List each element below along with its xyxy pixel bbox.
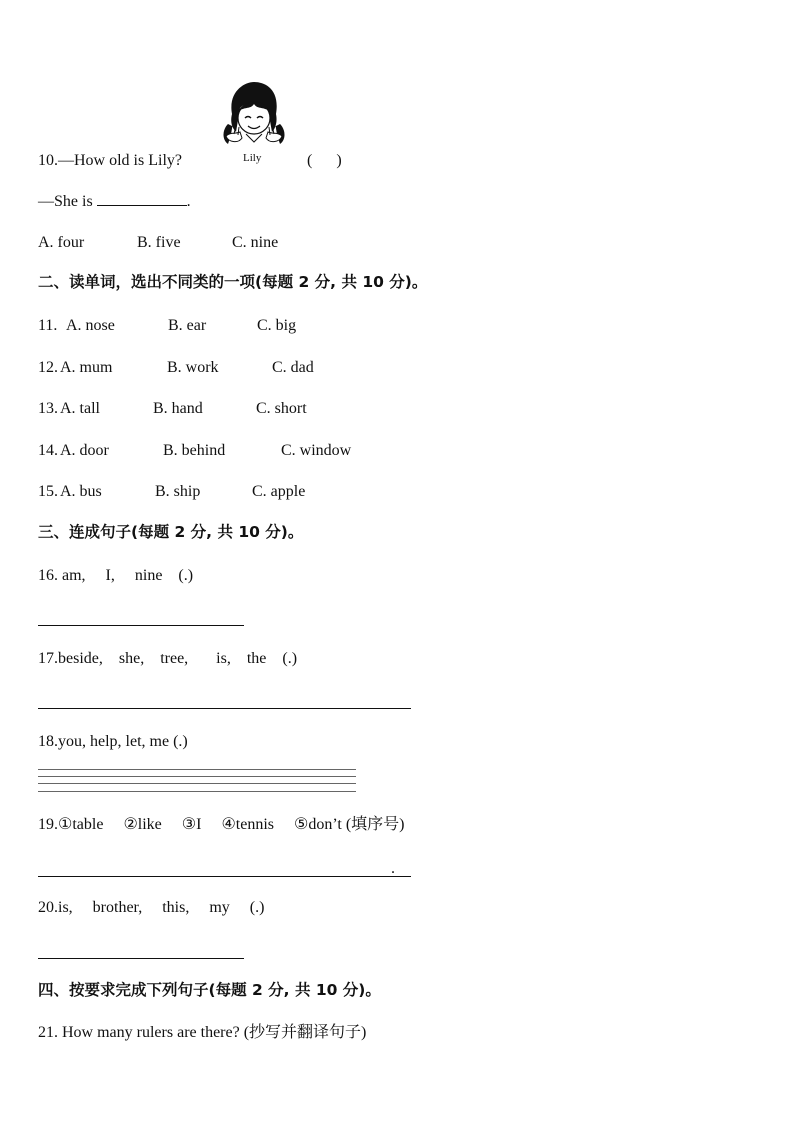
- q13-num: 13.: [38, 400, 58, 417]
- q20-answer-line[interactable]: [38, 958, 244, 959]
- q10-answer-suffix: .: [186, 193, 191, 210]
- q18-writing-line-2[interactable]: [38, 776, 356, 777]
- q10-question: 10.—How old is Lily?: [38, 152, 182, 169]
- q10-blank[interactable]: [97, 193, 187, 206]
- q14-option-b[interactable]: B. behind: [163, 442, 226, 459]
- q18-writing-line-3[interactable]: [38, 783, 356, 784]
- q15-option-a[interactable]: A. bus: [60, 483, 102, 500]
- q17-answer-line[interactable]: [38, 708, 411, 709]
- lily-caption: Lily: [243, 152, 262, 164]
- q15-option-b[interactable]: B. ship: [155, 483, 201, 500]
- q18-writing-line-1[interactable]: [38, 769, 356, 770]
- q12-num: 12.: [38, 359, 58, 376]
- q16-words: 16. am, I, nine (.): [38, 567, 194, 584]
- q13-option-b[interactable]: B. hand: [153, 400, 203, 417]
- q11-option-b[interactable]: B. ear: [168, 317, 207, 334]
- q19-words: 19.①table ②like ③I ④tennis ⑤don’t (填序号): [38, 816, 405, 833]
- q10-option-b[interactable]: B. five: [137, 234, 181, 251]
- q18-writing-line-4[interactable]: [38, 791, 356, 792]
- q10-answer-paren[interactable]: ( ): [307, 152, 342, 169]
- q13-option-c[interactable]: C. short: [256, 400, 307, 417]
- q10-answer-line: [38, 193, 191, 210]
- q14-num: 14.: [38, 442, 58, 459]
- section4-title: 四、按要求完成下列句子(每题 2 分, 共 10 分)。: [38, 981, 381, 999]
- q15-option-c[interactable]: C. apple: [252, 483, 306, 500]
- q14-option-c[interactable]: C. window: [281, 442, 352, 459]
- q21-question: 21. How many rulers are there? (抄写并翻译句子): [38, 1024, 367, 1041]
- q10-option-a[interactable]: A. four: [38, 234, 85, 251]
- q12-option-c[interactable]: C. dad: [272, 359, 314, 376]
- section2-title: 二、读单词，选出不同类的一项(每题 2 分, 共 10 分)。: [38, 273, 428, 291]
- q10-option-c[interactable]: C. nine: [232, 234, 279, 251]
- q12-option-a[interactable]: A. mum: [60, 359, 113, 376]
- q15-num: 15.: [38, 483, 58, 500]
- q10-answer-prefix: —She is: [38, 193, 93, 210]
- q11-option-a[interactable]: A. nose: [66, 317, 115, 334]
- q19-answer-line[interactable]: [38, 876, 411, 877]
- section3-title: 三、连成句子(每题 2 分, 共 10 分)。: [38, 523, 304, 541]
- q11-num: 11.: [38, 317, 58, 334]
- q12-option-b[interactable]: B. work: [167, 359, 219, 376]
- q14-option-a[interactable]: A. door: [60, 442, 109, 459]
- q11-option-c[interactable]: C. big: [257, 317, 297, 334]
- q18-words: 18.you, help, let, me (.): [38, 733, 188, 750]
- q20-words: 20.is, brother, this, my (.): [38, 899, 265, 916]
- q17-words: 17.beside, she, tree, is, the (.): [38, 650, 298, 667]
- q19-answer-period: .: [391, 860, 395, 877]
- q13-option-a[interactable]: A. tall: [60, 400, 100, 417]
- q16-answer-line[interactable]: [38, 625, 244, 626]
